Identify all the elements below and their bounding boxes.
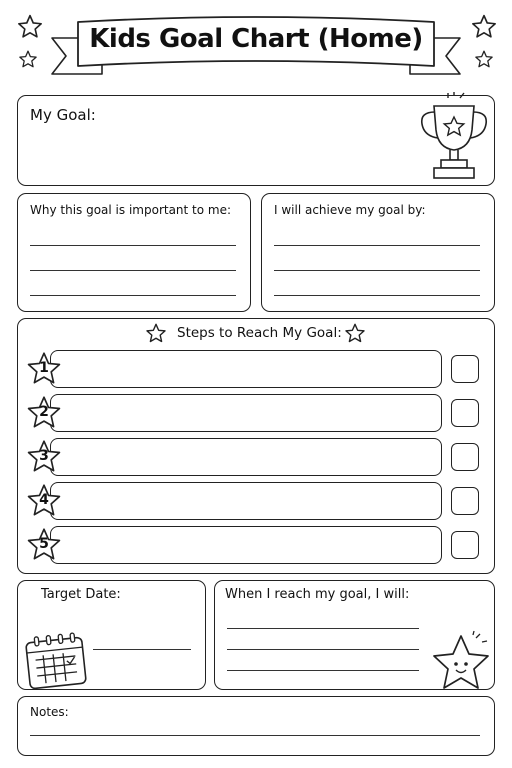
target-date-label: Target Date: <box>41 587 121 602</box>
step-checkbox[interactable] <box>451 355 479 383</box>
writing-line[interactable] <box>30 245 236 246</box>
achieve-by-label: I will achieve my goal by: <box>274 203 426 217</box>
writing-line[interactable] <box>227 649 419 650</box>
step-input[interactable] <box>50 526 442 564</box>
step-checkbox[interactable] <box>451 531 479 559</box>
star-icon <box>18 50 38 69</box>
writing-line[interactable] <box>227 628 419 629</box>
date-writing-line[interactable] <box>93 649 191 650</box>
step-checkbox[interactable] <box>451 443 479 471</box>
why-important-label: Why this goal is important to me: <box>30 203 232 217</box>
page-title: Kids Goal Chart (Home) <box>89 24 423 54</box>
smiling-star-icon <box>426 632 496 694</box>
step-number-star <box>26 483 62 519</box>
writing-line[interactable] <box>30 270 236 271</box>
step-number: 5 <box>39 536 49 552</box>
notes-label: Notes: <box>30 705 69 719</box>
calendar-icon <box>24 632 90 692</box>
star-icon <box>344 323 366 344</box>
step-number-star <box>26 527 62 563</box>
step-input[interactable] <box>50 350 442 388</box>
reward-label: When I reach my goal, I will: <box>225 587 410 602</box>
writing-line[interactable] <box>274 245 480 246</box>
trophy-icon <box>414 92 494 186</box>
step-input[interactable] <box>50 482 442 520</box>
star-icon <box>474 50 494 69</box>
star-icon <box>145 323 167 344</box>
notes-writing-line[interactable] <box>30 735 480 736</box>
step-number: 1 <box>39 360 49 376</box>
star-icon <box>470 14 498 40</box>
writing-line[interactable] <box>227 670 419 671</box>
star-icon <box>16 14 44 40</box>
steps-title: Steps to Reach My Goal: <box>177 325 342 341</box>
step-number: 2 <box>39 404 49 420</box>
writing-line[interactable] <box>274 295 480 296</box>
notes-box <box>17 696 495 756</box>
step-input[interactable] <box>50 394 442 432</box>
step-number-star <box>26 351 62 387</box>
writing-line[interactable] <box>30 295 236 296</box>
step-checkbox[interactable] <box>451 487 479 515</box>
step-number-star <box>26 395 62 431</box>
step-input[interactable] <box>50 438 442 476</box>
step-number-star <box>26 439 62 475</box>
writing-line[interactable] <box>274 270 480 271</box>
my-goal-label: My Goal: <box>30 106 96 124</box>
step-checkbox[interactable] <box>451 399 479 427</box>
step-number: 4 <box>39 492 49 508</box>
step-number: 3 <box>39 448 49 464</box>
